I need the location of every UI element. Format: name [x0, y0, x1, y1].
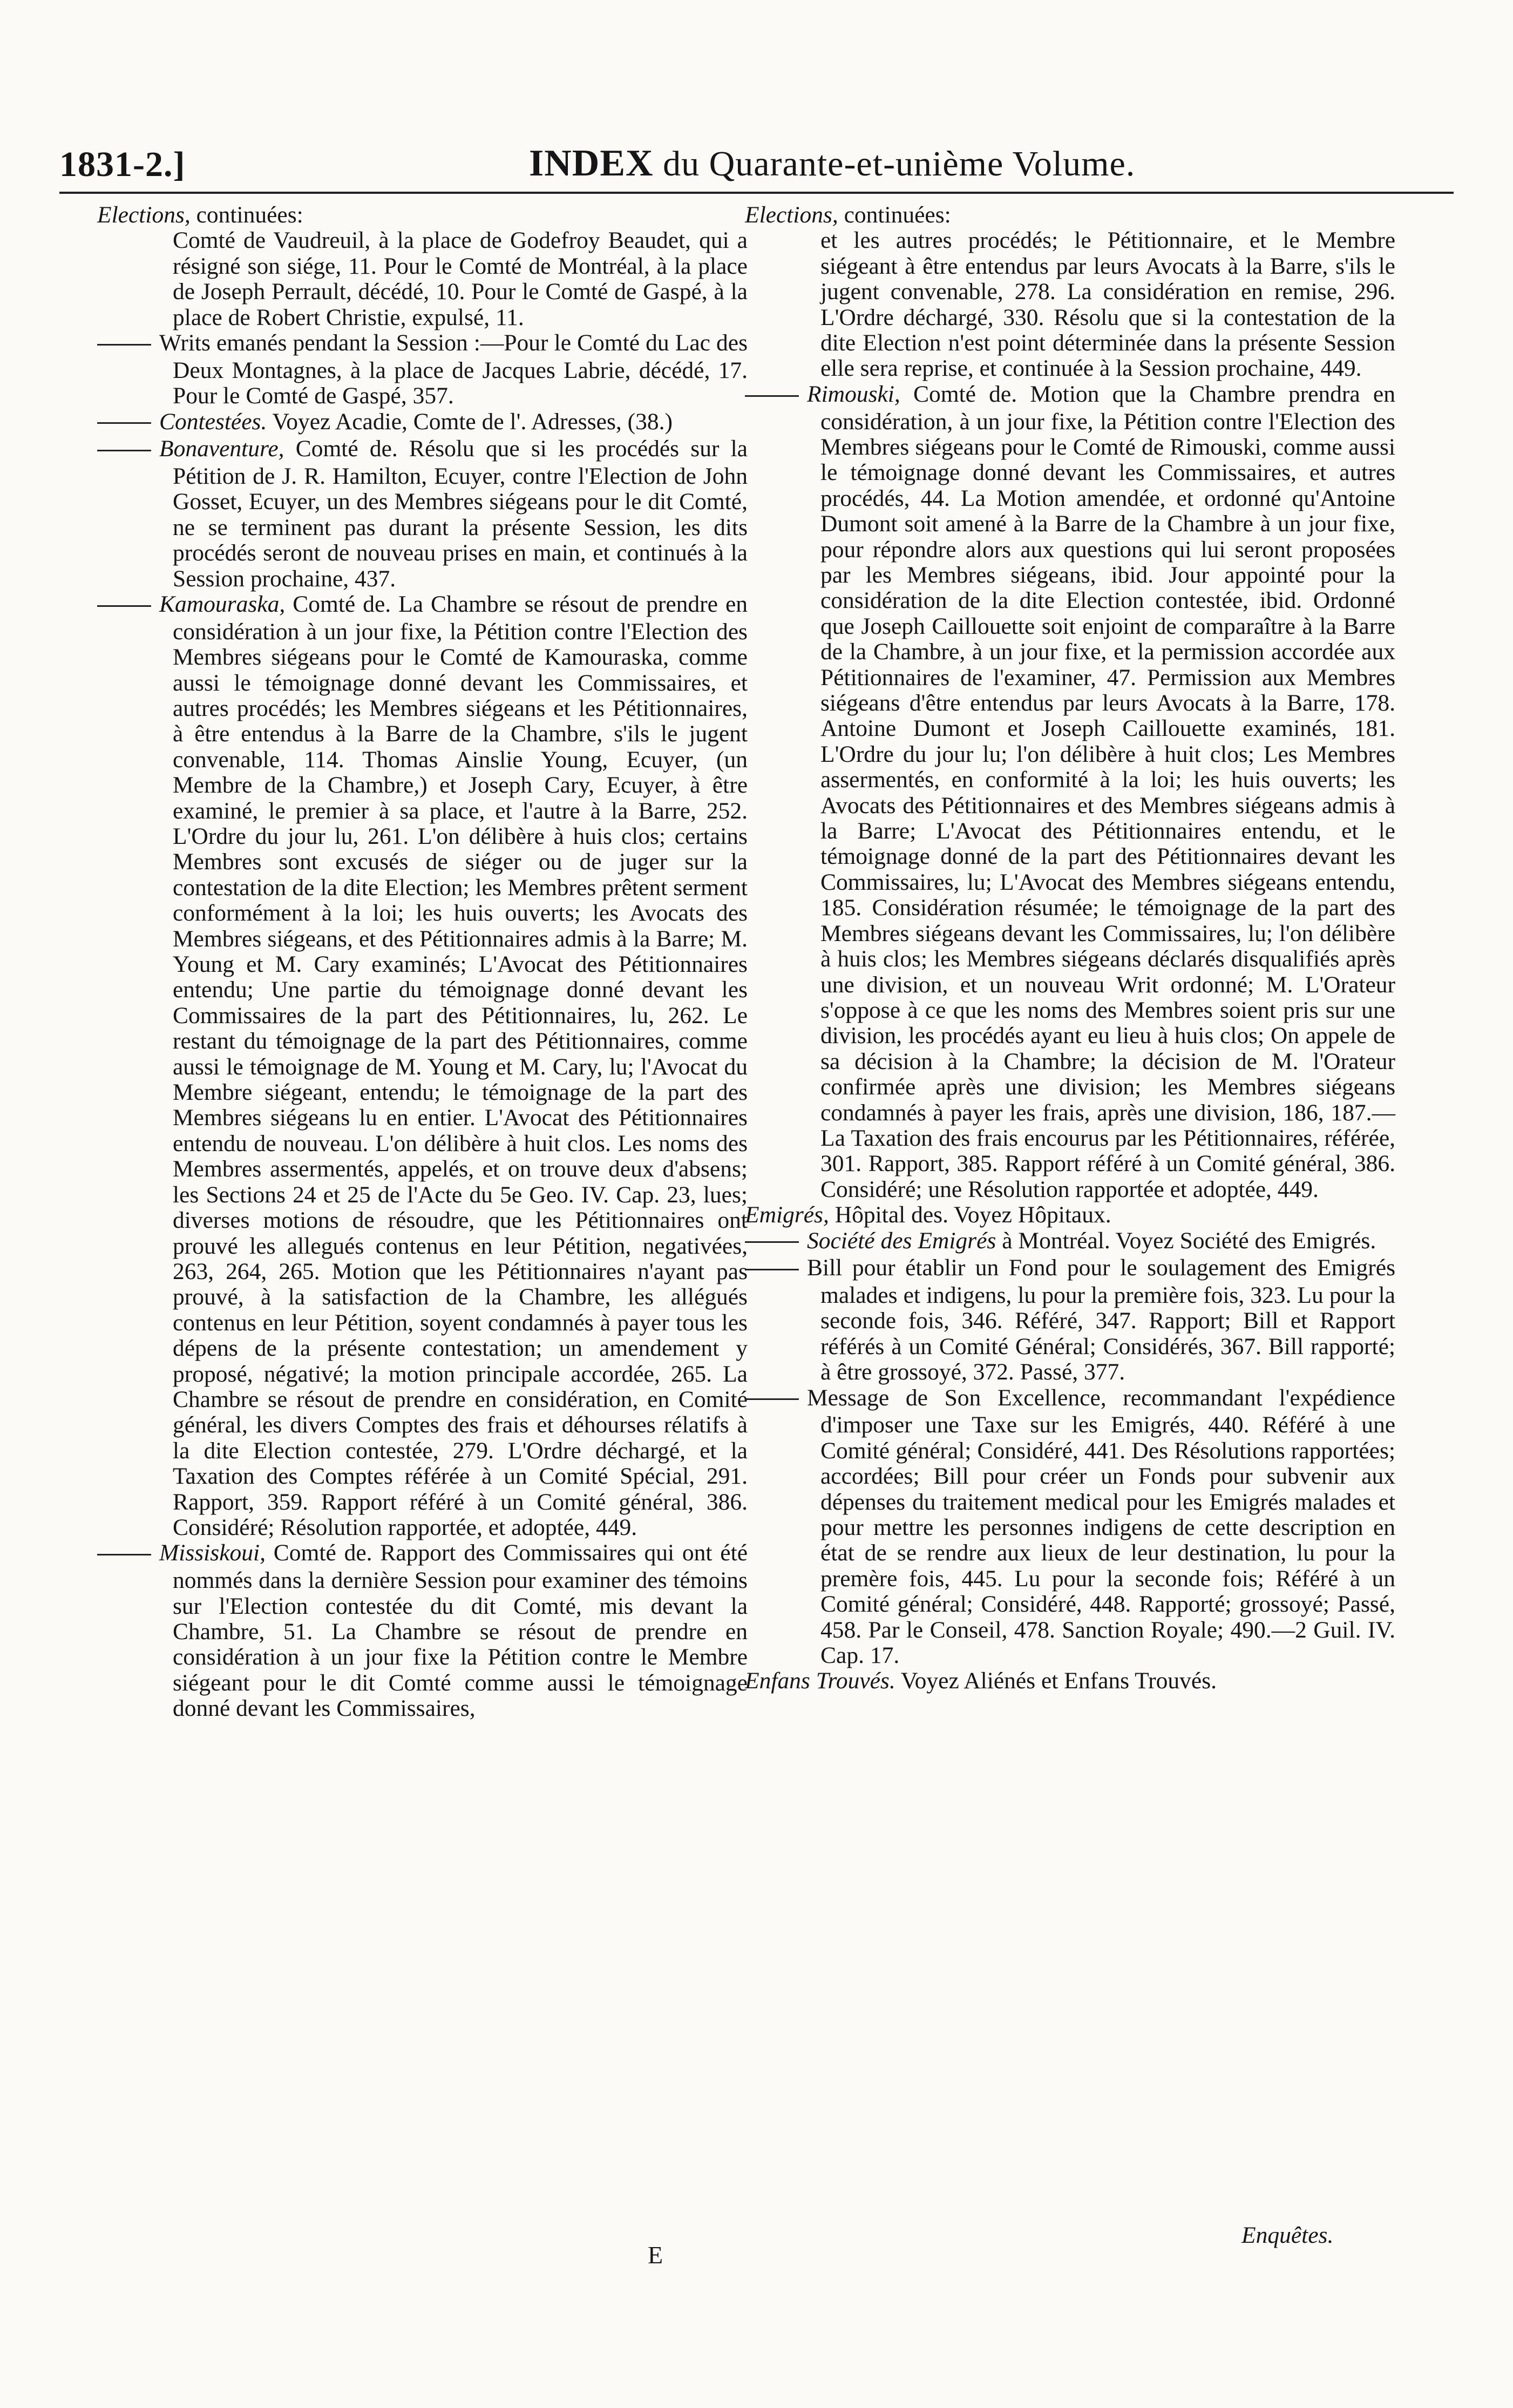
- index-entry: [97, 228, 748, 330]
- entry-heading: Elections,: [97, 202, 191, 228]
- index-entry: [97, 436, 748, 592]
- index-entry: [97, 1540, 748, 1721]
- entry-text: et les autres procédés; le Pétitionnaire, et le Membre siégeant à être entendus par leurs Avocats à la Barre, s'ils le jugent convenable, 278. La considération en remise, 296. L'Ordre déchargé, 330. Résolu que si la contestation de la dite Election n'est point déterminée dans la présente Session elle sera reprise, et continuée à la Session prochaine, 449.: [820, 227, 1395, 382]
- entry-text: Comté de. Résolu que si les procédés sur la Pétition de J. R. Hamilton, Ecuyer, contre l'Election de John Gosset, Ecuyer, un des Membres siégeans pour le dit Comté, ne se terminent pas durant la présente Session, les dits procédés seront de nouveau prises en main, et continués à la Session prochaine, 437.: [173, 436, 748, 592]
- index-entry: [745, 1228, 1395, 1256]
- index-entry: [97, 330, 748, 409]
- entry-heading: Elections,: [745, 202, 838, 228]
- entry-heading: Missiskoui,: [159, 1540, 266, 1566]
- dash-rule: [745, 1230, 807, 1255]
- dash-rule: [97, 411, 159, 436]
- entry-heading: Emigrés,: [745, 1202, 829, 1228]
- entry-heading: Kamouraska,: [159, 591, 286, 618]
- entry-text: Comté de. La Chambre se résout de prendre en considération à un jour fixe, la Pétition contre l'Election des Membres siégeans pour le Comté de Kamouraska, comme aussi le témoignage donné devant les Commissaires, et autres procédés; les Membres siégeans et les Pétitionnaires, à être entendus à la Barre de la Chambre, s'ils le jugent convenable, 114. Thomas Ainslie Young, Ecuyer, (un Membre de la Chambre,) et Joseph Cary, Ecuyer, à être examiné, le premier à sa place, et l'autre à la Barre, 252. L'Ordre du jour lu, 261. L'on délibère à huis clos; certains Membres sont excusés de siéger ou de juger sur la contestation de la dite Election; les Membres prêtent serment conformément à la loi; les huis ouverts; les Avocats des Membres siégeans, et des Pétitionnaires admis à la Barre; M. Young et M. Cary examinés; L'Avocat des Pétitionnaires entendu; Une partie du témoignage donné devant les Commissaires de la part des Pétitionnaires, lu, 262. Le restant du témoignage de la part des Pétitionnaires, comme aussi le témoignage de M. Young et M. Cary, lu; l'Avocat du Membre siégeant, entendu; le témoignage de la part des Membres siégeans lu en entier. L'Avocat des Pétitionnaires entendu de nouveau. L'on délibère à huit clos. Les noms des Membres assermentés, appelés, et on trouve deux d'absens; les Sections 24 et 25 de l'Acte du 5e Geo. IV. Cap. 23, lues; diverses motions de résoudre, que les Pétitionnaires ont prouvé les allegués contenus en leur Pétition, negativées, 263, 264, 265. Motion que les Pétitionnaires n'ayant pas prouvé, à la satisfaction de la Chambre, les allégués contenus en leur Pétition, soyent condamnés à payer tous les dépens de la présente contestation; un amendement y proposé, négativé; la motion principale accordée, 265. La Chambre se résout de prendre en considération, en Comité général, les divers Comptes des frais et déhourses rélatifs à la dite Election contestée, 279. L'Ordre déchargé, et la Taxation des Comptes référée à un Comité Spécial, 291. Rapport, 359. Rapport référé à un Comité général, 386. Considéré; Résolution rapportée, et adoptée, 449.: [173, 591, 748, 1540]
- header-title: [529, 142, 1135, 185]
- dash-rule: [745, 1257, 807, 1283]
- entry-text: Comté de Vaudreuil, à la place de Godefroy Beaudet, qui a résigné son siége, 11. Pour le Comté de Montréal, à la place de Joseph Perrault, décédé, 10. Pour le Comté de Gaspé, à la place de Robert Christie, expulsé, 11.: [173, 227, 748, 330]
- index-entry: [745, 1668, 1395, 1694]
- entry-heading: Rimouski,: [807, 381, 900, 407]
- page-header: [59, 132, 1454, 194]
- index-entry: [745, 228, 1395, 381]
- entry-heading: Contestées.: [159, 408, 267, 435]
- index-entry: [745, 382, 1395, 1202]
- dash-rule: [97, 593, 159, 619]
- entry-text: continuées:: [190, 202, 303, 228]
- entry-text: Message de Son Excellence, recommandant l'expédience d'imposer une Taxe sur les Emigrés, 440. Référé à une Comité général; Considéré, 441. Des Résolutions rapportées; accordées; Bill pour créer un Fonds pour subvenir aux dépenses du traitement medical pour les Emigrés malades et pour mettre les personnes indigens de cette description en état de se rendre aux lieux de leur destination, lu pour la premère fois, 445. Lu pour la seconde fois; Référé à un Comité général; Considéré, 448. Rapporté; grossoyé; Passé, 458. Par le Conseil, 478. Sanction Royale; 490.—2 Guil. IV. Cap. 17.: [807, 1384, 1395, 1668]
- left-column: [97, 202, 748, 1722]
- index-entry: [97, 409, 748, 437]
- entry-text: Voyez Aliénés et Enfans Trouvés.: [895, 1668, 1217, 1694]
- index-entry: [745, 202, 1395, 228]
- entry-heading: Bonaventure,: [159, 436, 284, 462]
- entry-text: Voyez Acadie, Comte de l'. Adresses, (38.): [267, 408, 673, 435]
- header-year: 1831-2.]: [59, 145, 186, 184]
- entry-text: Hôpital des. Voyez Hôpitaux.: [829, 1202, 1111, 1228]
- entry-text: Bill pour établir un Fond pour le soulagement des Emigrés malades et indigens, lu pour la première fois, 323. Lu pour la seconde fois, 346. Référé, 347. Rapport; Bill et Rapport référés à un Comité Général; Considérés, 367. Bill rapporté; à être grossoyé, 372. Passé, 377.: [807, 1255, 1395, 1385]
- index-entry: [745, 1202, 1395, 1228]
- entry-text: Writs emanés pendant la Session :—Pour le Comté du Lac des Deux Montagnes, à la place de Jacques Labrie, décédé, 17. Pour le Comté de Gaspé, 357.: [159, 330, 748, 409]
- dash-rule: [97, 438, 159, 464]
- index-entry: [97, 592, 748, 1540]
- entry-heading: Enfans Trouvés.: [745, 1668, 895, 1694]
- index-entry: [745, 1385, 1395, 1669]
- index-entry: [745, 1255, 1395, 1385]
- dash-rule: [97, 1543, 159, 1568]
- catchword: Enquêtes.: [1241, 2222, 1334, 2248]
- entry-text: Comté de. Motion que la Chambre prendra en considération, à un jour fixe, la Pétition contre l'Election des Membres siégeans pour le Comté de Rimouski, comme aussi le témoignage donné devant les Commissaires, et autres procédés, 44. La Motion amendée, et ordonné qu'Antoine Dumont soit amené à la Barre de la Chambre à un jour fixe, pour répondre alors aux questions qui lui seront proposées par les Membres siégeans, ibid. Jour appointé pour la considération de la dite Election contestée, ibid. Ordonné que Joseph Caillouette soit enjoint de comparaître à la Barre de la Chambre, à un jour fixe, et la permission accordée aux Pétitionnaires de l'examiner, 47. Permission aux Membres siégeans d'être entendus par leurs Avocats à la Barre, 178. Antoine Dumont et Joseph Caillouette examinés, 181. L'Ordre du jour lu; l'on délibère à huit clos; Les Membres assermentés, en conformité à la loi; les huis ouverts; les Avocats des Pétitionnaires et des Membres siégeans admis à la Barre; L'Avocat des Pétitionnaires entendu, et le témoignage donné de la part des Pétitionnaires devant les Commissaires, lu; L'Avocat des Membres siégeans entendu, 185. Considération résumée; le témoignage de la part des Membres siégeans devant les Commissaires, lu; l'on délibère à huis clos; les Membres siégeans déclarés disqualifiés après une division, et un nouveau Writ ordonné; M. L'Orateur s'oppose à ce que les noms des Membres soient pris sur une division, les procédés ayant eu lieu à huis clos; On appele de sa décision à la Chambre; la décision de M. l'Orateur confirmée après une division; les Membres siégeans condamnés à payer les frais, après une division, 186, 187.— La Taxation des frais encourus par les Pétitionnaires, référée, 301. Rapport, 385. Rapport référé à un Comité général, 386. Considéré; une Résolution rapportée et adoptée, 449.: [820, 381, 1395, 1202]
- entry-text: Comté de. Rapport des Commissaires qui ont été nommés dans la dernière Session pour examiner des témoins sur l'Election contestée du dit Comté, mis devant la Chambre, 51. La Chambre se résout de prendre en considération à un jour fixe la Pétition contre le Membre siégeant pour le dit Comté comme aussi le témoignage donné devant les Commissaires,: [173, 1540, 748, 1722]
- dash-rule: [745, 1387, 807, 1412]
- header-title-index: INDEX: [529, 143, 654, 184]
- entry-text: continuées:: [838, 202, 951, 228]
- index-entry: [97, 202, 748, 228]
- entry-heading: Société des Emigrés: [807, 1227, 996, 1254]
- signature-mark: E: [648, 2241, 663, 2269]
- dash-rule: [97, 332, 159, 357]
- dash-rule: [745, 383, 807, 409]
- right-column: [745, 202, 1395, 1694]
- header-title-rest: du Quarante-et-unième Volume.: [653, 144, 1136, 184]
- entry-text: à Montréal. Voyez Société des Emigrés.: [996, 1227, 1376, 1254]
